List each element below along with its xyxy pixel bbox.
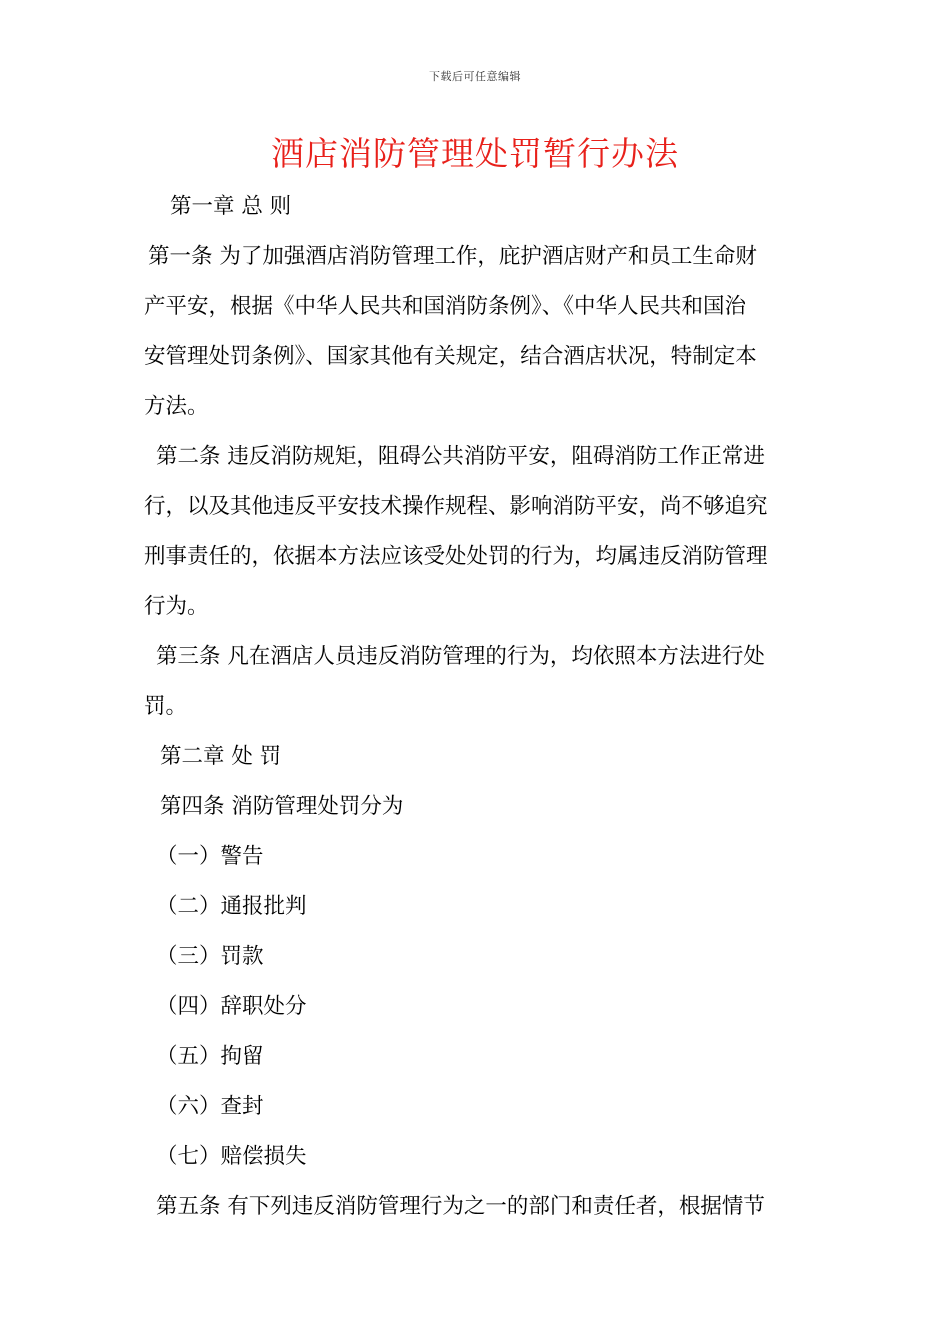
- header-note: 下载后可任意编辑: [429, 70, 521, 83]
- article-2-line-2: 行，以及其他违反平安技术操作规程、影响消防平安，尚不够追究: [144, 494, 768, 519]
- article-2-line-3: 刑事责任的，依据本方法应该受处处罚的行为，均属违反消防管理: [144, 544, 768, 569]
- article-1-line-1: 第一条 为了加强酒店消防管理工作，庇护酒店财产和员工生命财: [148, 244, 757, 269]
- article-3-line-2: 罚。: [144, 694, 188, 719]
- article-1-line-3: 安管理处罚条例》、国家其他有关规定，结合酒店状况，特制定本: [144, 344, 757, 369]
- penalty-item: （七）赔偿损失: [156, 1144, 307, 1169]
- article-5-line-1: 第五条 有下列违反消防管理行为之一的部门和责任者，根据情节: [156, 1194, 765, 1219]
- penalty-item: （六）查封: [156, 1094, 264, 1119]
- penalty-item: （五）拘留: [156, 1044, 264, 1069]
- penalty-item: （一）警告: [156, 844, 264, 869]
- document-title: 酒店消防管理处罚暂行办法: [271, 134, 679, 173]
- penalty-item: （四）辞职处分: [156, 994, 307, 1019]
- article-1-line-2: 产平安，根据《中华人民共和国消防条例》、《中华人民共和国治: [144, 294, 747, 319]
- penalty-item: （三）罚款: [156, 944, 264, 969]
- penalty-item: （二）通报批判: [156, 894, 307, 919]
- article-2-line-4: 行为。: [144, 594, 209, 619]
- article-3-line-1: 第三条 凡在酒店人员违反消防管理的行为，均依照本方法进行处: [156, 644, 765, 669]
- chapter-1-heading: 第一章 总 则: [170, 194, 292, 219]
- chapter-2-heading: 第二章 处 罚: [160, 744, 282, 769]
- article-4-line-1: 第四条 消防管理处罚分为: [160, 794, 404, 819]
- article-1-line-4: 方法。: [144, 394, 209, 419]
- article-2-line-1: 第二条 违反消防规矩，阻碍公共消防平安，阻碍消防工作正常进: [156, 444, 765, 469]
- document-body: [144, 182, 808, 1232]
